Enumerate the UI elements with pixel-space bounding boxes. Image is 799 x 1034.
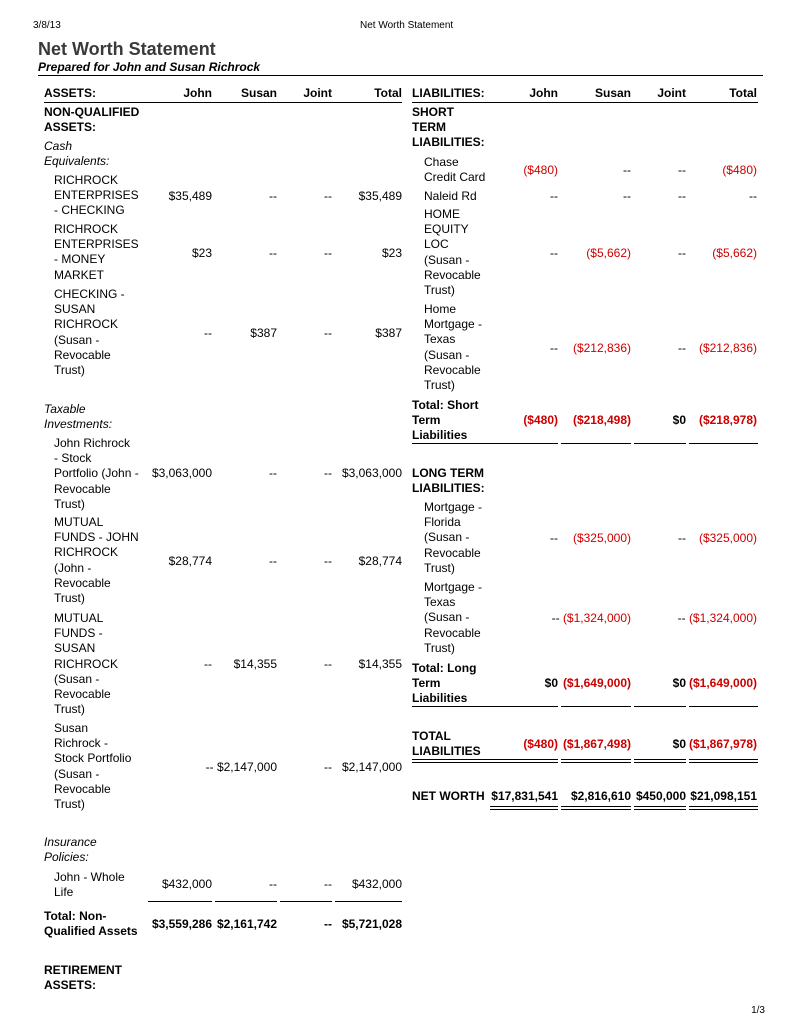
- asset-joint: --: [324, 189, 332, 203]
- asset-label: John - Whole Life: [54, 870, 125, 900]
- subtotal-rule: [335, 901, 402, 902]
- liability-john: --: [551, 611, 560, 625]
- asset-susan: $2,147,000: [216, 760, 277, 774]
- liability-label: Naleid Rd: [424, 189, 477, 203]
- net-worth-john: $17,831,541: [491, 789, 558, 803]
- liabilities-header-rule: [412, 102, 758, 103]
- assets-header-john: John: [183, 86, 212, 100]
- asset-total: $2,147,000: [341, 760, 402, 774]
- assets-header-rule: [44, 102, 402, 103]
- asset-john: --: [205, 760, 214, 774]
- net-worth-total: $21,098,151: [690, 789, 757, 803]
- asset-joint: --: [324, 554, 332, 568]
- subtotal-rule: [280, 901, 332, 902]
- asset-label: RICHROCK ENTERPRISES - CHECKING: [54, 173, 139, 218]
- liability-john-susan: [490, 611, 631, 625]
- assets-header-susan: Susan: [240, 86, 277, 100]
- liability-label: Mortgage - Florida (Susan - Revocable Trust): [424, 500, 483, 575]
- liability-john: --: [550, 246, 558, 260]
- assets-header-total: Total: [374, 86, 402, 100]
- page-title: Net Worth Statement: [38, 39, 216, 59]
- assets-header-joint: Joint: [303, 86, 332, 100]
- liabilities-header-joint: Joint: [657, 86, 686, 100]
- long-total-rule: [561, 706, 631, 707]
- asset-label: RICHROCK ENTERPRISES - MONEY MARKET: [54, 222, 139, 282]
- total-nonqualified-susan: $2,161,742: [216, 917, 277, 931]
- total-nonqualified-joint: --: [324, 917, 332, 931]
- asset-john: $28,774: [168, 554, 212, 568]
- subtotal-rule: [148, 901, 212, 902]
- total-liabilities-john: ($480): [523, 737, 558, 751]
- asset-susan: --: [269, 554, 277, 568]
- long-term-total-total: ($1,649,000): [689, 676, 758, 690]
- liabilities-header-susan: Susan: [594, 86, 631, 100]
- asset-joint: --: [324, 657, 332, 671]
- asset-susan: --: [269, 466, 277, 480]
- asset-label: MUTUAL FUNDS - SUSAN RICHROCK (Susan - Revocable Trust): [54, 611, 119, 717]
- long-total-rule: [634, 706, 686, 707]
- asset-joint: --: [324, 466, 332, 480]
- liabilities-header-label: LIABILITIES:: [412, 86, 485, 100]
- grand-total-double-rule: [412, 759, 558, 763]
- retirement-assets-title: RETIREMENT ASSETS:: [44, 963, 122, 993]
- liability-susan: ($5,662): [586, 246, 631, 260]
- print-title: Net Worth Statement: [360, 20, 454, 31]
- asset-total: $3,063,000: [341, 466, 402, 480]
- asset-joint: --: [324, 877, 332, 891]
- total-liabilities-total: ($1,867,978): [689, 737, 758, 751]
- liability-joint: --: [677, 611, 686, 625]
- short-total-rule: [412, 443, 558, 444]
- asset-label: John Richrock - Stock Portfolio (John - Revocable Trust): [54, 436, 139, 511]
- title-rule: [38, 75, 763, 76]
- net-worth-double-rule: [490, 806, 558, 810]
- long-term-title: LONG TERM LIABILITIES:: [412, 466, 485, 496]
- asset-joint: --: [324, 246, 332, 260]
- print-date: 3/8/13: [33, 20, 61, 31]
- asset-label: MUTUAL FUNDS - JOHN RICHROCK (John - Revocable Trust): [54, 515, 139, 606]
- liability-joint: --: [678, 246, 686, 260]
- liabilities-header-total: Total: [729, 86, 757, 100]
- nonqualified-assets-title: NON-QUALIFIED ASSETS:: [44, 105, 140, 135]
- liabilities-header-john: John: [529, 86, 558, 100]
- asset-total: $23: [381, 246, 402, 260]
- asset-susan: --: [269, 246, 277, 260]
- asset-john: $3,063,000: [151, 466, 212, 480]
- grand-total-double-rule: [561, 759, 631, 763]
- long-term-total-joint: $0: [672, 676, 686, 690]
- liability-total: ($5,662): [712, 246, 757, 260]
- total-nonqualified-total: $5,721,028: [341, 917, 402, 931]
- asset-joint: --: [324, 760, 332, 774]
- asset-susan: $387: [250, 326, 277, 340]
- taxable-investments-title: Taxable Investments:: [44, 402, 113, 432]
- assets-header-label: ASSETS:: [44, 86, 97, 100]
- long-total-rule: [412, 706, 558, 707]
- liability-label: Mortgage - Texas (Susan - Revocable Trust): [424, 580, 483, 655]
- liability-susan: ($325,000): [572, 531, 631, 545]
- liability-joint: --: [678, 341, 686, 355]
- liability-total: ($212,836): [698, 341, 757, 355]
- liability-susan: --: [623, 163, 631, 177]
- liability-total: ($1,324,000): [688, 611, 757, 625]
- net-worth-susan: $2,816,610: [570, 789, 631, 803]
- asset-label: Susan Richrock - Stock Portfolio (Susan - Revocable Trust): [54, 721, 132, 812]
- asset-total: $28,774: [358, 554, 402, 568]
- short-term-total-total: ($218,978): [698, 413, 757, 427]
- asset-joint: --: [324, 326, 332, 340]
- long-term-total-label: Total: Long Term Liabilities: [412, 661, 477, 706]
- liability-label: Home Mortgage - Texas (Susan - Revocable Trust): [424, 302, 483, 393]
- total-liabilities-susan: ($1,867,498): [562, 737, 631, 751]
- short-term-title: SHORT TERM LIABILITIES:: [412, 105, 485, 150]
- asset-john: --: [204, 326, 212, 340]
- asset-total: $14,355: [358, 657, 402, 671]
- liability-susan: ($1,324,000): [562, 611, 631, 625]
- liability-joint-total: [634, 611, 757, 625]
- grand-total-double-rule: [689, 759, 758, 763]
- net-worth-label: NET WORTH: [412, 789, 485, 803]
- liability-john: --: [550, 531, 558, 545]
- liability-label: HOME EQUITY LOC (Susan - Revocable Trust): [424, 207, 481, 298]
- asset-total: $35,489: [358, 189, 402, 203]
- cash-equivalents-title: Cash Equivalents:: [44, 139, 110, 169]
- net-worth-double-rule: [689, 806, 758, 810]
- liability-john: --: [550, 189, 558, 203]
- asset-john: $35,489: [168, 189, 212, 203]
- short-term-total-john: ($480): [523, 413, 558, 427]
- liability-susan: ($212,836): [572, 341, 631, 355]
- liability-total: --: [749, 189, 757, 203]
- asset-label: CHECKING - SUSAN RICHROCK (Susan - Revocable Trust): [54, 287, 125, 378]
- long-total-rule: [689, 706, 758, 707]
- liability-john: --: [550, 341, 558, 355]
- asset-susan: --: [269, 877, 277, 891]
- asset-total: $387: [375, 326, 402, 340]
- total-liabilities-joint: $0: [672, 737, 686, 751]
- short-term-total-susan: ($218,498): [572, 413, 631, 427]
- net-worth-joint: $450,000: [635, 789, 686, 803]
- page-number: 1/3: [751, 1005, 765, 1016]
- net-worth-double-rule: [634, 806, 686, 810]
- long-term-total-susan: ($1,649,000): [562, 676, 631, 690]
- asset-john-susan: [150, 760, 277, 774]
- net-worth-double-rule: [561, 806, 631, 810]
- insurance-policies-title: Insurance Policies:: [44, 835, 97, 865]
- liability-susan: --: [623, 189, 631, 203]
- asset-john: $23: [191, 246, 212, 260]
- liability-joint: --: [678, 163, 686, 177]
- liability-john: ($480): [523, 163, 558, 177]
- total-liabilities-label: TOTAL LIABILITIES: [412, 729, 481, 759]
- total-nonqualified-john: $3,559,286: [151, 917, 212, 931]
- asset-susan: --: [269, 189, 277, 203]
- short-term-total-label: Total: Short Term Liabilities: [412, 398, 479, 443]
- asset-john: --: [204, 657, 212, 671]
- liability-label: Chase Credit Card: [424, 155, 486, 185]
- asset-total: $432,000: [351, 877, 402, 891]
- short-total-rule: [634, 443, 686, 444]
- short-term-total-joint: $0: [672, 413, 686, 427]
- short-total-rule: [561, 443, 631, 444]
- liability-joint: --: [678, 531, 686, 545]
- subtotal-rule: [215, 901, 277, 902]
- long-term-total-john: $0: [544, 676, 558, 690]
- liability-total: ($325,000): [698, 531, 757, 545]
- page-subtitle: Prepared for John and Susan Richrock: [38, 60, 261, 74]
- asset-john: $432,000: [161, 877, 212, 891]
- liability-joint: --: [678, 189, 686, 203]
- liability-total: ($480): [722, 163, 757, 177]
- asset-susan: $14,355: [233, 657, 277, 671]
- short-total-rule: [689, 443, 758, 444]
- grand-total-double-rule: [634, 759, 686, 763]
- total-nonqualified-label: Total: Non- Qualified Assets: [44, 909, 138, 939]
